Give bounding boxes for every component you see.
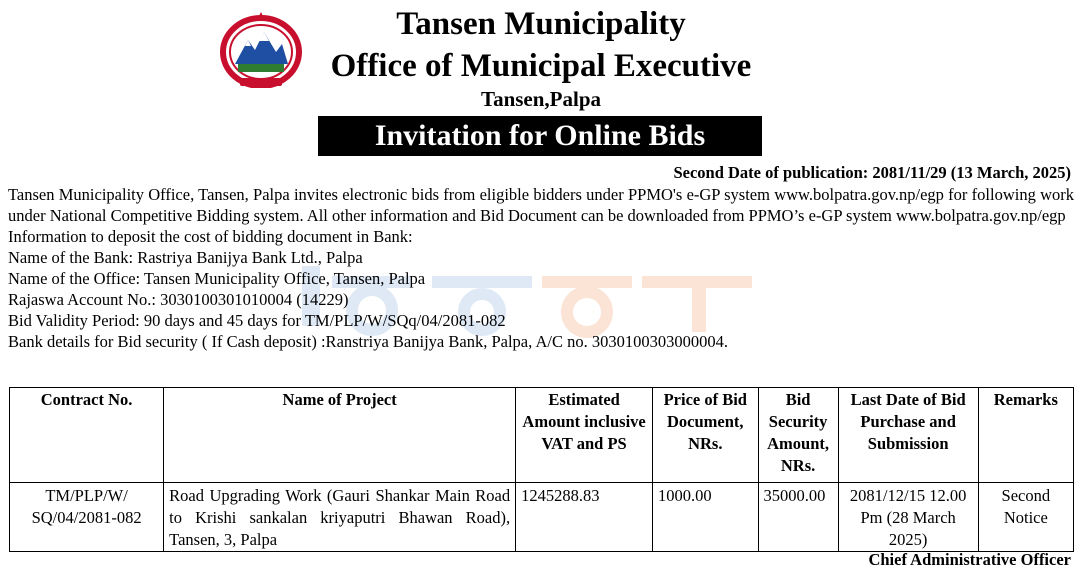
cell-remarks: Second Notice — [978, 483, 1073, 552]
notice-body — [8, 184, 1074, 352]
header-estimated-amount: Estimated Amount inclusive VAT and PS — [516, 388, 653, 483]
table-header-row — [10, 388, 1074, 483]
intro-paragraph: Tansen Municipality Office, Tansen, Palpa invites electronic bids from eligible bidders under PPMO's e-GP system www.bolpatra.gov.np/egp for following work under National Competitive Bidding system. All other information and Bid Document can be downloaded from PPMO’s e-GP system www.bolpatra.gov.np/egp — [8, 185, 1074, 225]
cell-last-date: 2081/12/15 12.00 Pm (28 March 2025) — [838, 483, 978, 552]
cell-document-price: 1000.00 — [653, 483, 758, 552]
bid-validity: Bid Validity Period: 90 days and 45 days for TM/PLP/W/SQq/04/2081-082 — [8, 311, 506, 330]
table-row — [10, 483, 1074, 552]
publication-date: Second Date of publication: 2081/11/29 (13 March, 2025) — [673, 163, 1071, 182]
signatory-title: Chief Administrative Officer — [868, 550, 1071, 569]
office-name: Name of the Office: Tansen Municipality Office, Tansen, Palpa — [8, 269, 426, 288]
bank-info-heading: Information to deposit the cost of bidding document in Bank: — [8, 227, 413, 246]
office-title: Office of Municipal Executive — [330, 48, 752, 84]
cell-estimated-amount: 1245288.83 — [516, 483, 653, 552]
cell-contract-no: TM/PLP/W/ SQ/04/2081-082 — [10, 483, 164, 552]
header-contract-no: Contract No. — [10, 388, 164, 483]
bid-security-bank: Bank details for Bid security ( If Cash deposit) :Ranstriya Banijya Bank, Palpa, A/C no. 3030100303000004. — [8, 332, 728, 351]
header-remarks: Remarks — [978, 388, 1073, 483]
bids-table — [9, 387, 1074, 552]
cell-project: Road Upgrading Work (Gauri Shankar Main Road to Krishi sankalan kriyaputri Bhawan Road), Tansen, 3, Palpa — [164, 483, 516, 552]
header-project: Name of Project — [164, 388, 516, 483]
header-document-price: Price of Bid Document, NRs. — [653, 388, 758, 483]
notice-banner: Invitation for Online Bids — [318, 116, 762, 156]
rajaswa-account: Rajaswa Account No.: 3030100301010004 (14229) — [8, 290, 349, 309]
header-bid-security: Bid Security Amount, NRs. — [758, 388, 838, 483]
municipality-title: Tansen Municipality — [396, 6, 686, 42]
header-last-date: Last Date of Bid Purchase and Submission — [838, 388, 978, 483]
cell-bid-security: 35000.00 — [758, 483, 838, 552]
office-location: Tansen,Palpa — [480, 87, 602, 111]
bank-name: Name of the Bank: Rastriya Banijya Bank Ltd., Palpa — [8, 248, 363, 267]
